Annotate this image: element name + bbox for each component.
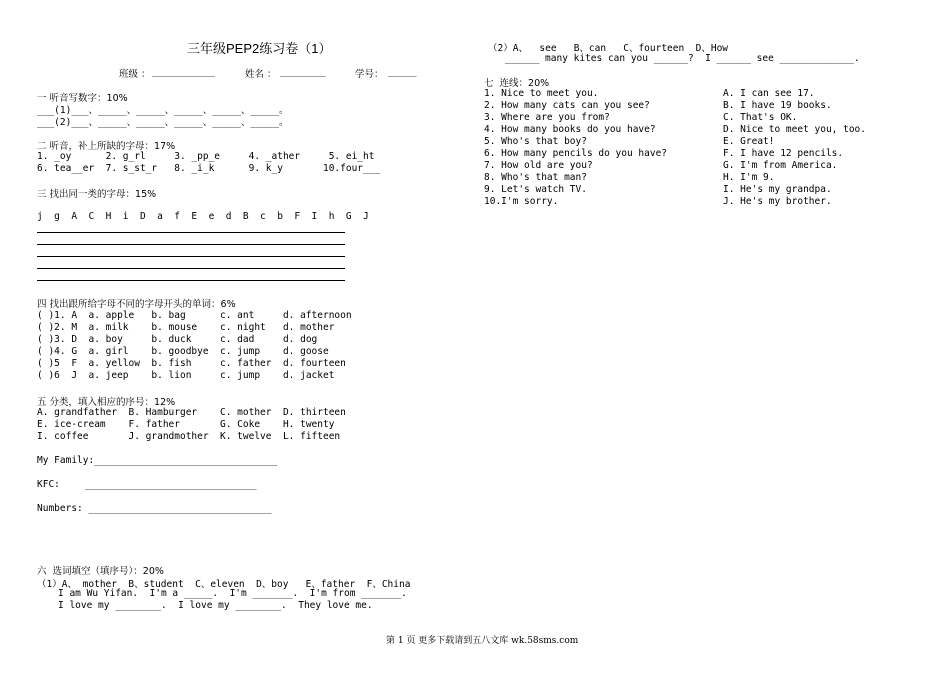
q1-line-1[interactable]: I am Wu Yifan. I'm a _____. I'm _______. I'm from _______. <box>58 588 407 599</box>
section-2-heading: 二 听音，补上所缺的字母：17% <box>37 141 176 152</box>
section-2-row-2[interactable]: 6. tea__er 7. s_st_r 8. _i_k 9. k_y 10.four___ <box>37 163 381 174</box>
match-left-item[interactable]: 4. How many books do you have? <box>484 124 656 135</box>
match-right-item[interactable]: D. Nice to meet you, too. <box>723 124 866 135</box>
my-family-field[interactable]: My Family:________________________________ <box>37 455 278 466</box>
name-blank[interactable]: ________ <box>280 66 326 77</box>
section-7-heading: 七 连线：20% <box>484 78 550 89</box>
q1-line-2[interactable]: I love my ________. I love my ________. They love me. <box>58 600 373 611</box>
q2-options: （2）A、 see B、can C、fourteen D、How <box>488 43 729 54</box>
section-1-line-2[interactable]: ___(2)___、_____、_____、_____、_____、_____。 <box>37 117 289 128</box>
page-footer: 第 1 页 更多下载请到五八文库 wk.58sms.com <box>386 636 579 646</box>
class-blank[interactable]: ___________ <box>152 66 215 77</box>
section-4-heading: 四 找出跟所给字母不同的字母开头的单词：6% <box>37 299 236 310</box>
match-right-item[interactable]: I. He's my grandpa. <box>723 184 832 195</box>
match-left-item[interactable]: 10.I'm sorry. <box>484 196 559 207</box>
numbers-field[interactable]: Numbers: ________________________________ <box>37 503 272 514</box>
question-row[interactable]: ( )2. M a. milk b. mouse c. night d. mother <box>37 322 335 333</box>
student-id-blank[interactable]: _____ <box>388 66 417 77</box>
answer-line[interactable] <box>37 268 345 269</box>
answer-line[interactable] <box>37 232 345 233</box>
match-left-item[interactable]: 8. Who's that man? <box>484 172 587 183</box>
answer-line[interactable] <box>37 280 345 281</box>
match-right-item[interactable]: A. I can see 17. <box>723 88 815 99</box>
answer-line[interactable] <box>37 256 345 257</box>
match-right-item[interactable]: H. I'm 9. <box>723 172 775 183</box>
match-left-item[interactable]: 7. How old are you? <box>484 160 593 171</box>
match-left-item[interactable]: 1. Nice to meet you. <box>484 88 599 99</box>
match-left-item[interactable]: 3. Where are you from? <box>484 112 610 123</box>
match-right-item[interactable]: E. Great! <box>723 136 775 147</box>
match-left-item[interactable]: 6. How many pencils do you have? <box>484 148 668 159</box>
class-label: 班级 ： <box>119 69 151 80</box>
section-2-row-1[interactable]: 1. _oy 2. g_rl 3. _pp_e 4. _ather 5. ei_ht <box>37 151 375 162</box>
letter-sequence: j g A C H i D a f E e d B c b F I h G J <box>37 211 369 222</box>
word-row: A. grandfather B. Hamburger C. mother D. thirteen <box>37 407 346 418</box>
match-right-item[interactable]: J. He's my brother. <box>723 196 832 207</box>
word-row: I. coffee J. grandmother K. twelve L. fifteen <box>37 431 341 442</box>
q1-options: （1）A、 mother B、student C、eleven D、boy E、father F、China <box>37 579 411 590</box>
question-row[interactable]: ( )6 J a. jeep b. lion c. jump d. jacket <box>37 370 335 381</box>
question-row[interactable]: ( )5 F a. yellow b. fish c. father d. fourteen <box>37 358 346 369</box>
kfc-label: KFC: <box>37 479 60 490</box>
section-6-heading: 六 选词填空（填序号）：20% <box>37 566 164 577</box>
section-1-heading: 一 听音写数字：10% <box>37 93 128 104</box>
match-left-item[interactable]: 2. How many cats can you see? <box>484 100 650 111</box>
section-1-line-1[interactable]: ___(1)___、_____、_____、_____、_____、_____。 <box>37 105 289 116</box>
student-id-label: 学号： <box>355 69 384 80</box>
match-left-item[interactable]: 5. Who's that boy? <box>484 136 587 147</box>
page-title: 三年级PEP2练习卷（1） <box>187 41 332 56</box>
question-row[interactable]: ( )3. D a. boy b. duck c. dad d. dog <box>37 334 318 345</box>
kfc-field[interactable]: ______________________________ <box>85 479 257 490</box>
question-row[interactable]: ( )4. G a. girl b. goodbye c. jump d. goose <box>37 346 329 357</box>
match-right-item[interactable]: B. I have 19 books. <box>723 100 832 111</box>
question-row[interactable]: ( )1. A a. apple b. bag c. ant d. afternoon <box>37 310 352 321</box>
word-row: E. ice-cream F. father G. Coke H. twenty <box>37 419 335 430</box>
name-label: 姓名 ： <box>245 69 277 80</box>
section-3-heading: 三 找出同一类的字母：15% <box>37 189 157 200</box>
q2-line[interactable]: ______ many kites can you ______? I ______ see _____________. <box>505 53 860 64</box>
match-left-item[interactable]: 9. Let's watch TV. <box>484 184 587 195</box>
section-5-heading: 五 分类，填入相应的序号：12% <box>37 397 176 408</box>
match-right-item[interactable]: G. I'm from America. <box>723 160 838 171</box>
answer-line[interactable] <box>37 244 345 245</box>
match-right-item[interactable]: F. I have 12 pencils. <box>723 148 844 159</box>
match-right-item[interactable]: C. That's OK. <box>723 112 798 123</box>
